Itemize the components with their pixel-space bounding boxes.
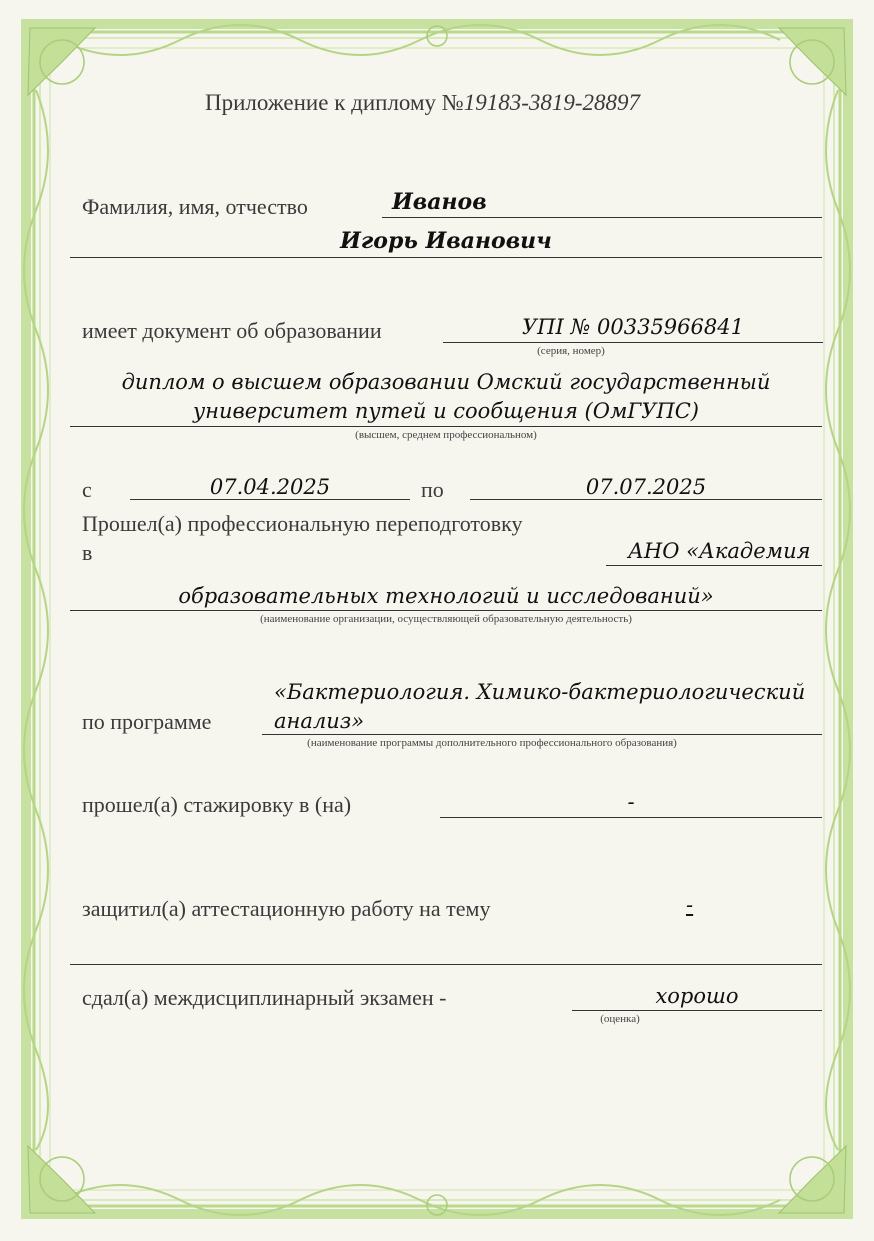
- period-from-underline: [130, 499, 410, 500]
- program-label: по программе: [82, 709, 212, 734]
- name-patronymic-value: Игорь Иванович: [340, 228, 552, 254]
- surname-underline: [382, 217, 822, 218]
- internship-underline: [440, 817, 822, 818]
- exam-label: сдал(а) междисциплинарный экзамен -: [82, 985, 447, 1010]
- education-description-line1: диплом о высшем образовании Омский государственный: [121, 370, 771, 394]
- period-to-date: 07.07.2025: [585, 475, 707, 499]
- thesis-value: -: [686, 893, 694, 917]
- exam-grade-underline: [572, 1010, 822, 1011]
- retraining-label-line2: в: [82, 540, 93, 565]
- fio-label: Фамилия, имя, отчество: [82, 194, 308, 219]
- diploma-number: 19183-3819-28897: [463, 90, 641, 115]
- name-underline: [70, 257, 822, 258]
- exam-grade-caption: (оценка): [600, 1013, 640, 1025]
- education-description-line2: университет путей и сообщения (ОмГУПС): [192, 399, 700, 423]
- period-from-date: 07.04.2025: [209, 475, 331, 499]
- internship-label: прошел(а) стажировку в (на): [82, 792, 352, 817]
- exam-grade-value: хорошо: [655, 984, 739, 1008]
- period-to-label: по: [421, 477, 444, 502]
- retraining-label-line1: Прошел(а) профессиональную переподготовку: [82, 511, 523, 536]
- education-description-underline: [70, 426, 822, 427]
- organization-line2: образовательных технологий и исследований»: [178, 584, 714, 608]
- series-number-caption: (серия, номер): [537, 345, 605, 357]
- organization-line1-underline: [606, 565, 822, 566]
- document-title: [205, 90, 640, 116]
- program-name-line2: анализ»: [274, 709, 365, 733]
- organization-line2-underline: [70, 610, 822, 611]
- program-name-line1: «Бактериология. Химико-бактериологический: [274, 680, 806, 704]
- organization-caption: (наименование организации, осуществляющей образовательную деятельность): [260, 613, 632, 625]
- education-doc-label: имеет документ об образовании: [82, 318, 382, 343]
- thesis-underline: [70, 964, 822, 965]
- internship-value: -: [627, 790, 635, 814]
- series-number-underline: [443, 342, 823, 343]
- organization-line1: АНО «Академия: [628, 539, 811, 563]
- surname-value: Иванов: [392, 189, 487, 215]
- document-title-prefix: Приложение к диплому №: [205, 90, 464, 115]
- thesis-label: защитил(а) аттестационную работу на тему: [82, 896, 491, 921]
- series-number-value: УПI № 00335966841: [522, 315, 744, 339]
- education-level-caption: (высшем, среднем профессиональном): [355, 429, 537, 441]
- program-caption: (наименование программы дополнительного профессионального образования): [307, 737, 677, 749]
- program-underline: [262, 734, 822, 735]
- period-to-underline: [470, 499, 822, 500]
- period-from-label: с: [82, 477, 92, 502]
